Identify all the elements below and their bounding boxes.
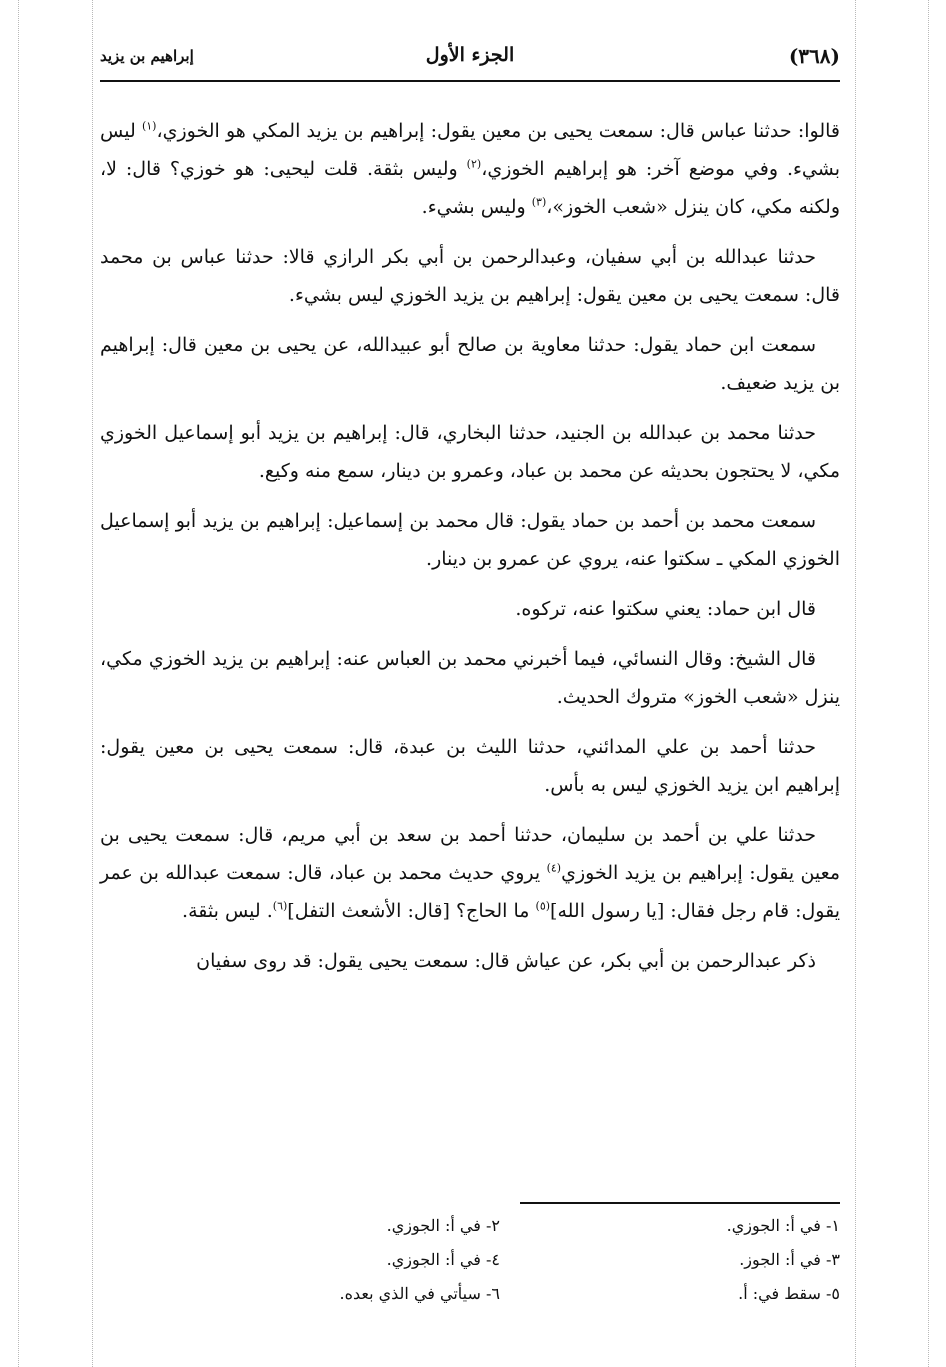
paragraph: حدثنا عبدالله بن أبي سفيان، وعبدالرحمن بن أبي بكر الرازي قالا: حدثنا عباس بن محمد قال: سمعت يحيى بن معين يقول: إبراهيم بن يزيد الخوزي ليس بشيء. xyxy=(100,246,840,306)
margin-guide xyxy=(855,0,856,1367)
page-header xyxy=(100,38,840,82)
footnote-ref[interactable]: (٦) xyxy=(272,899,288,913)
paragraph: قال الشيخ: وقال النسائي، فيما أخبرني محمد بن العباس عنه: إبراهيم بن يزيد الخوزي مكي، ينزل «شعب الخوز» متروك الحديث. xyxy=(100,648,840,708)
footnote: ٣- في أ: الجوز. xyxy=(739,1250,840,1269)
footnote: ٦- سيأتي في الذي بعده. xyxy=(339,1284,500,1303)
paragraph: قالوا: حدثنا عباس قال: سمعت يحيى بن معين يقول: إبراهيم بن يزيد المكي هو الخوزي،$^{(١)}$ ليس بشيء. وفي موضع آخر: هو إبراهيم الخوزي،$^{(٢)}$ وليس بثقة. قلت ليحيى: هو خوزي؟ قال: لا، ولكنه مكي، كان ينزل «شعب الخوز»،$^{(٣)}$ وليس بشيء. xyxy=(100,119,841,218)
paragraph: سمعت محمد بن أحمد بن حماد يقول: قال محمد بن إسماعيل: إبراهيم بن يزيد أبو إسماعيل الخوزي المكي ـ سكتوا عنه، يروي عن عمرو بن دينار. xyxy=(100,510,840,570)
footnote-ref[interactable]: (٤) xyxy=(546,861,562,875)
book-page xyxy=(100,38,840,1338)
main-text xyxy=(100,112,840,992)
footnote-ref[interactable]: (٢) xyxy=(466,157,482,171)
footnote-ref[interactable]: (٣) xyxy=(531,195,547,209)
footnote: ٢- في أ: الجوزي. xyxy=(386,1216,500,1235)
footnote-ref[interactable]: (١) xyxy=(141,119,157,133)
paragraph: قال ابن حماد: يعني سكتوا عنه، تركوه. xyxy=(515,598,816,620)
running-title: إبراهيم بن يزيد xyxy=(100,47,194,65)
paragraph: حدثنا أحمد بن علي المدائني، حدثنا الليث بن عبدة، قال: سمعت يحيى بن معين يقول: إبراهيم ابن يزيد الخوزي ليس به بأس. xyxy=(100,736,840,796)
paragraph: حدثنا محمد بن عبدالله بن الجنيد، حدثنا البخاري، قال: إبراهيم بن يزيد أبو إسماعيل الخوزي مكي، لا يحتجون بحديثه عن محمد بن عباد، وعمرو بن دينار، سمع منه وكيع. xyxy=(100,422,840,482)
footnote-separator xyxy=(520,1202,840,1204)
footnote: ٥- سقط في: أ. xyxy=(738,1284,840,1303)
paragraph: سمعت ابن حماد يقول: حدثنا معاوية بن صالح أبو عبيدالله، عن يحيى بن معين قال: إبراهيم بن يزيد ضعيف. xyxy=(100,334,840,394)
page-number: (٣٦٨) xyxy=(788,44,840,68)
volume-title: الجزء الأول xyxy=(425,44,515,66)
footnote-ref[interactable]: (٥) xyxy=(535,899,551,913)
margin-guide-right xyxy=(928,0,929,1367)
footnote: ١- في أ: الجوزي. xyxy=(726,1216,840,1235)
margin-guide-left xyxy=(18,0,19,1367)
margin-guide xyxy=(92,0,93,1367)
paragraph: حدثنا علي بن أحمد بن سليمان، حدثنا أحمد بن سعد بن أبي مريم، قال: سمعت يحيى بن معين يقول: إبراهيم بن يزيد الخوزي$^{(٤)}$ يروي حديث محمد بن عباد، قال: سمعت عبدالله بن عمر يقول: قام رجل فقال: [يا رسول الله]$^{(٥)}$ ما الحاج؟ [قال: الأشعث التفل]$^{(٦)}$. ليس بثقة. xyxy=(100,824,841,922)
paragraph: ذكر عبدالرحمن بن أبي بكر، عن عياش قال: سمعت يحيى يقول: قد روى سفيان xyxy=(196,950,816,972)
footnote: ٤- في أ: الجوزي. xyxy=(386,1250,500,1269)
